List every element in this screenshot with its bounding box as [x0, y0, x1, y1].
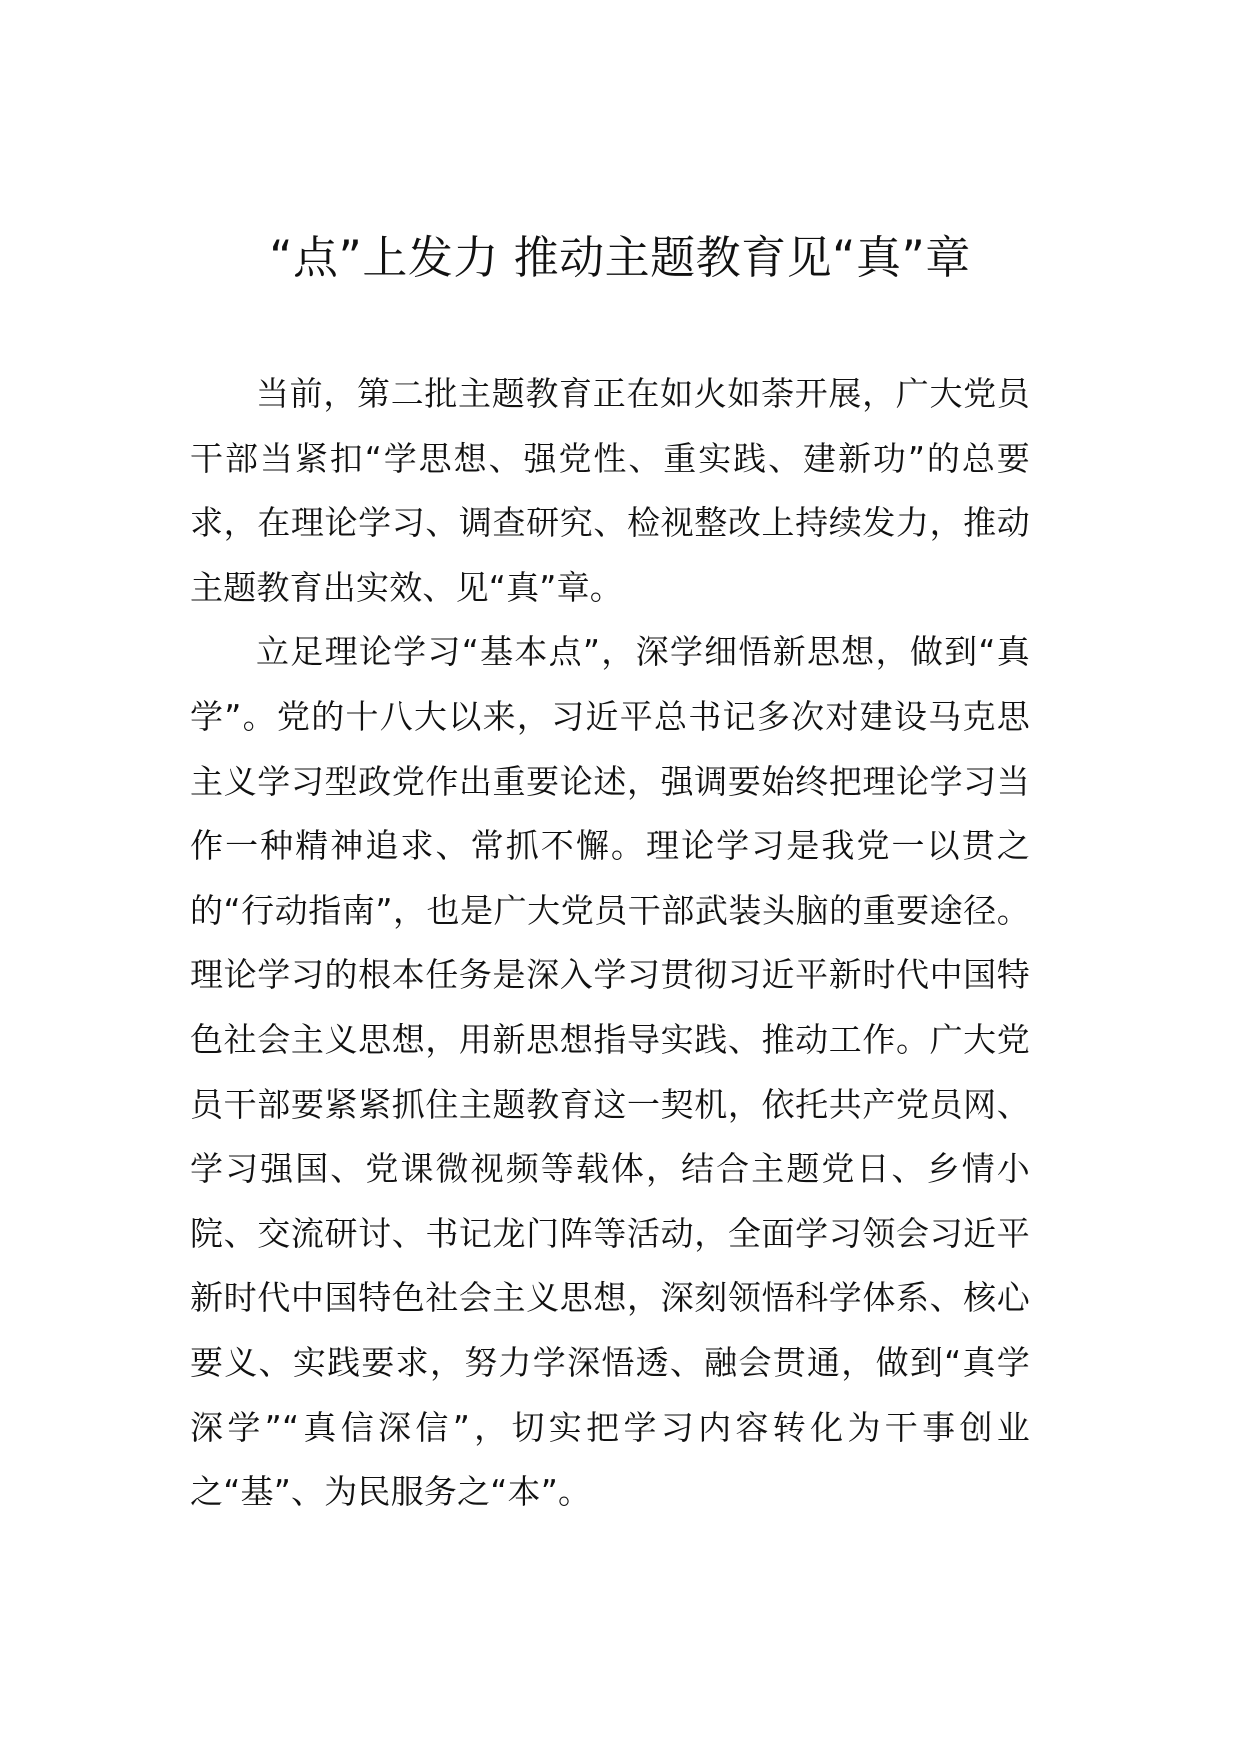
paragraph-intro: 当前，第二批主题教育正在如火如荼开展，广大党员干部当紧扣“学思想、强党性、重实践、建新功”的总要求，在理论学习、调查研究、检视整改上持续发力，推动主题教育出实效、见“真”章。	[190, 374, 1030, 607]
paragraph-theory-study: 立足理论学习“基本点”，深学细悟新思想，做到“真学”。党的十八大以来，习近平总书记多次对建设马克思主义学习型政党作出重要论述，强调要始终把理论学习当作一种精神追求、常抓不懈。理论学习是我党一以贯之的“行动指南”，也是广大党员干部武装头脑的重要途径。理论学习的根本任务是深入学习贯彻习近平新时代中国特色社会主义思想，用新思想指导实践、推动工作。广大党员干部要紧紧抓住主题教育这一契机，依托共产党员网、学习强国、党课微视频等载体，结合主题党日、乡情小院、交流研讨、书记龙门阵等活动，全面学习领会习近平新时代中国特色社会主义思想，深刻领悟科学体系、核心要义、实践要求，努力学深悟透、融会贯通，做到“真学深学”“真信深信”，切实把学习内容转化为干事创业之“基”、为民服务之“本”。	[190, 632, 1030, 1512]
document-body	[190, 362, 1030, 1525]
document-title: “点”上发力 推动主题教育见“真”章	[269, 231, 971, 284]
